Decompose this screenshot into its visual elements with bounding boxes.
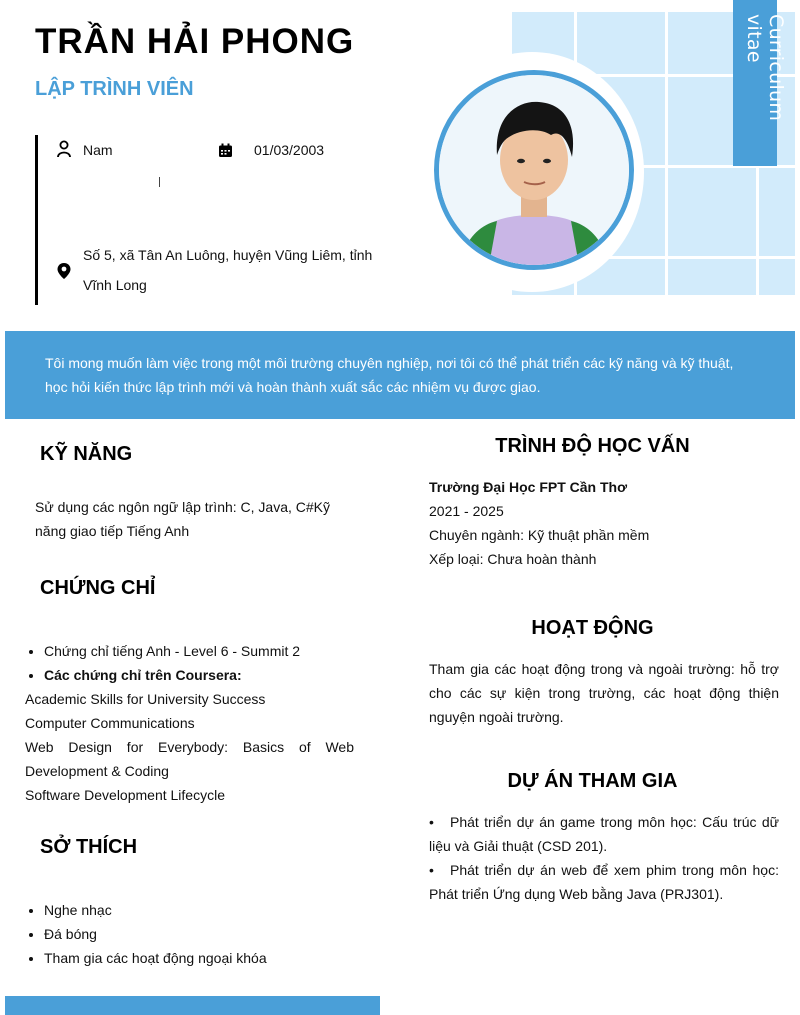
education-rank: Xếp loại: Chưa hoàn thành bbox=[429, 551, 597, 567]
job-title: LẬP TRÌNH VIÊN bbox=[35, 78, 194, 100]
footer-bar bbox=[5, 996, 380, 1015]
gender-row bbox=[56, 140, 113, 160]
cv-label: Curriculum vitae bbox=[743, 14, 787, 122]
cv-ribbon bbox=[733, 0, 787, 166]
location-pin-icon bbox=[56, 262, 72, 278]
birthday-row bbox=[218, 140, 324, 160]
person-icon bbox=[56, 140, 72, 156]
separator-mark bbox=[159, 177, 160, 187]
hobbies-heading: SỞ THÍCH bbox=[40, 836, 138, 858]
list-item: • Chứng chỉ tiếng Anh - Level 6 - Summit 2 bbox=[44, 639, 300, 663]
career-objective: Tôi mong muốn làm việc trong một môi trường chuyên nghiệp, nơi tôi có thể phát triển các kỹ năng và kỹ thuật, học hỏi kiến thức lập trình mới và hoàn thành xuất sắc các nhiệm vụ được giao. bbox=[5, 331, 795, 419]
info-divider bbox=[35, 135, 38, 305]
address-text: Số 5, xã Tân An Luông, huyện Vũng Liêm, tỉnh Vĩnh Long bbox=[83, 247, 373, 293]
birthday-text: 01/03/2003 bbox=[254, 142, 325, 158]
education-school: Trường Đại Học FPT Cần Thơ bbox=[429, 479, 628, 495]
education-major: Chuyên ngành: Kỹ thuật phần mềm bbox=[429, 527, 650, 543]
projects-heading: DỰ ÁN THAM GIA bbox=[507, 770, 678, 792]
education-years: 2021 - 2025 bbox=[429, 503, 504, 519]
gender-text: Nam bbox=[83, 142, 113, 158]
certificates-list bbox=[44, 639, 300, 687]
list-item: • Tham gia các hoạt động ngoại khóa bbox=[44, 946, 267, 970]
list-item: • Các chứng chỉ trên Coursera: bbox=[44, 663, 300, 687]
skills-text: Sử dụng các ngôn ngữ lập trình: C, Java, C#Kỹ năng giao tiếp Tiếng Anh bbox=[35, 499, 331, 539]
list-item: • Đá bóng bbox=[44, 922, 267, 946]
coursera-course: Software Development Lifecycle bbox=[25, 787, 225, 803]
portrait-illustration bbox=[439, 75, 629, 265]
activities-text: Tham gia các hoạt động trong và ngoài trường: hỗ trợ cho các sự kiện trong trường, các hoạt động thiện nguyện ngoài trường. bbox=[429, 661, 779, 725]
coursera-course: Academic Skills for University Success bbox=[25, 691, 266, 707]
list-item: • Nghe nhạc bbox=[44, 898, 267, 922]
calendar-icon bbox=[218, 143, 234, 159]
full-name: TRẦN HẢI PHONG bbox=[35, 22, 355, 61]
certificates-heading: CHỨNG CHỈ bbox=[40, 577, 156, 599]
project-item: • Phát triển dự án game trong môn học: Cấu trúc dữ liệu và Giải thuật (CSD 201). bbox=[429, 814, 779, 854]
project-item: • Phát triển dự án web để xem phim trong môn học: Phát triển Ứng dụng Web bằng Java (PRJ301). bbox=[429, 862, 779, 902]
coursera-course: Computer Communications bbox=[25, 715, 195, 731]
skills-heading: KỸ NĂNG bbox=[40, 443, 133, 465]
education-heading: TRÌNH ĐỘ HỌC VẤN bbox=[495, 435, 690, 457]
activities-heading: HOẠT ĐỘNG bbox=[531, 617, 654, 639]
coursera-course: Web Design for Everybody: Basics of Web Development & Coding bbox=[25, 739, 354, 779]
hobbies-list bbox=[44, 898, 267, 970]
profile-photo bbox=[434, 70, 634, 270]
project-text: Phát triển dự án web để xem phim trong môn học: Phát triển Ứng dụng Web bằng Java (PRJ301). bbox=[429, 862, 779, 902]
project-text: Phát triển dự án game trong môn học: Cấu trúc dữ liệu và Giải thuật (CSD 201). bbox=[429, 814, 779, 854]
address-row bbox=[56, 240, 401, 300]
